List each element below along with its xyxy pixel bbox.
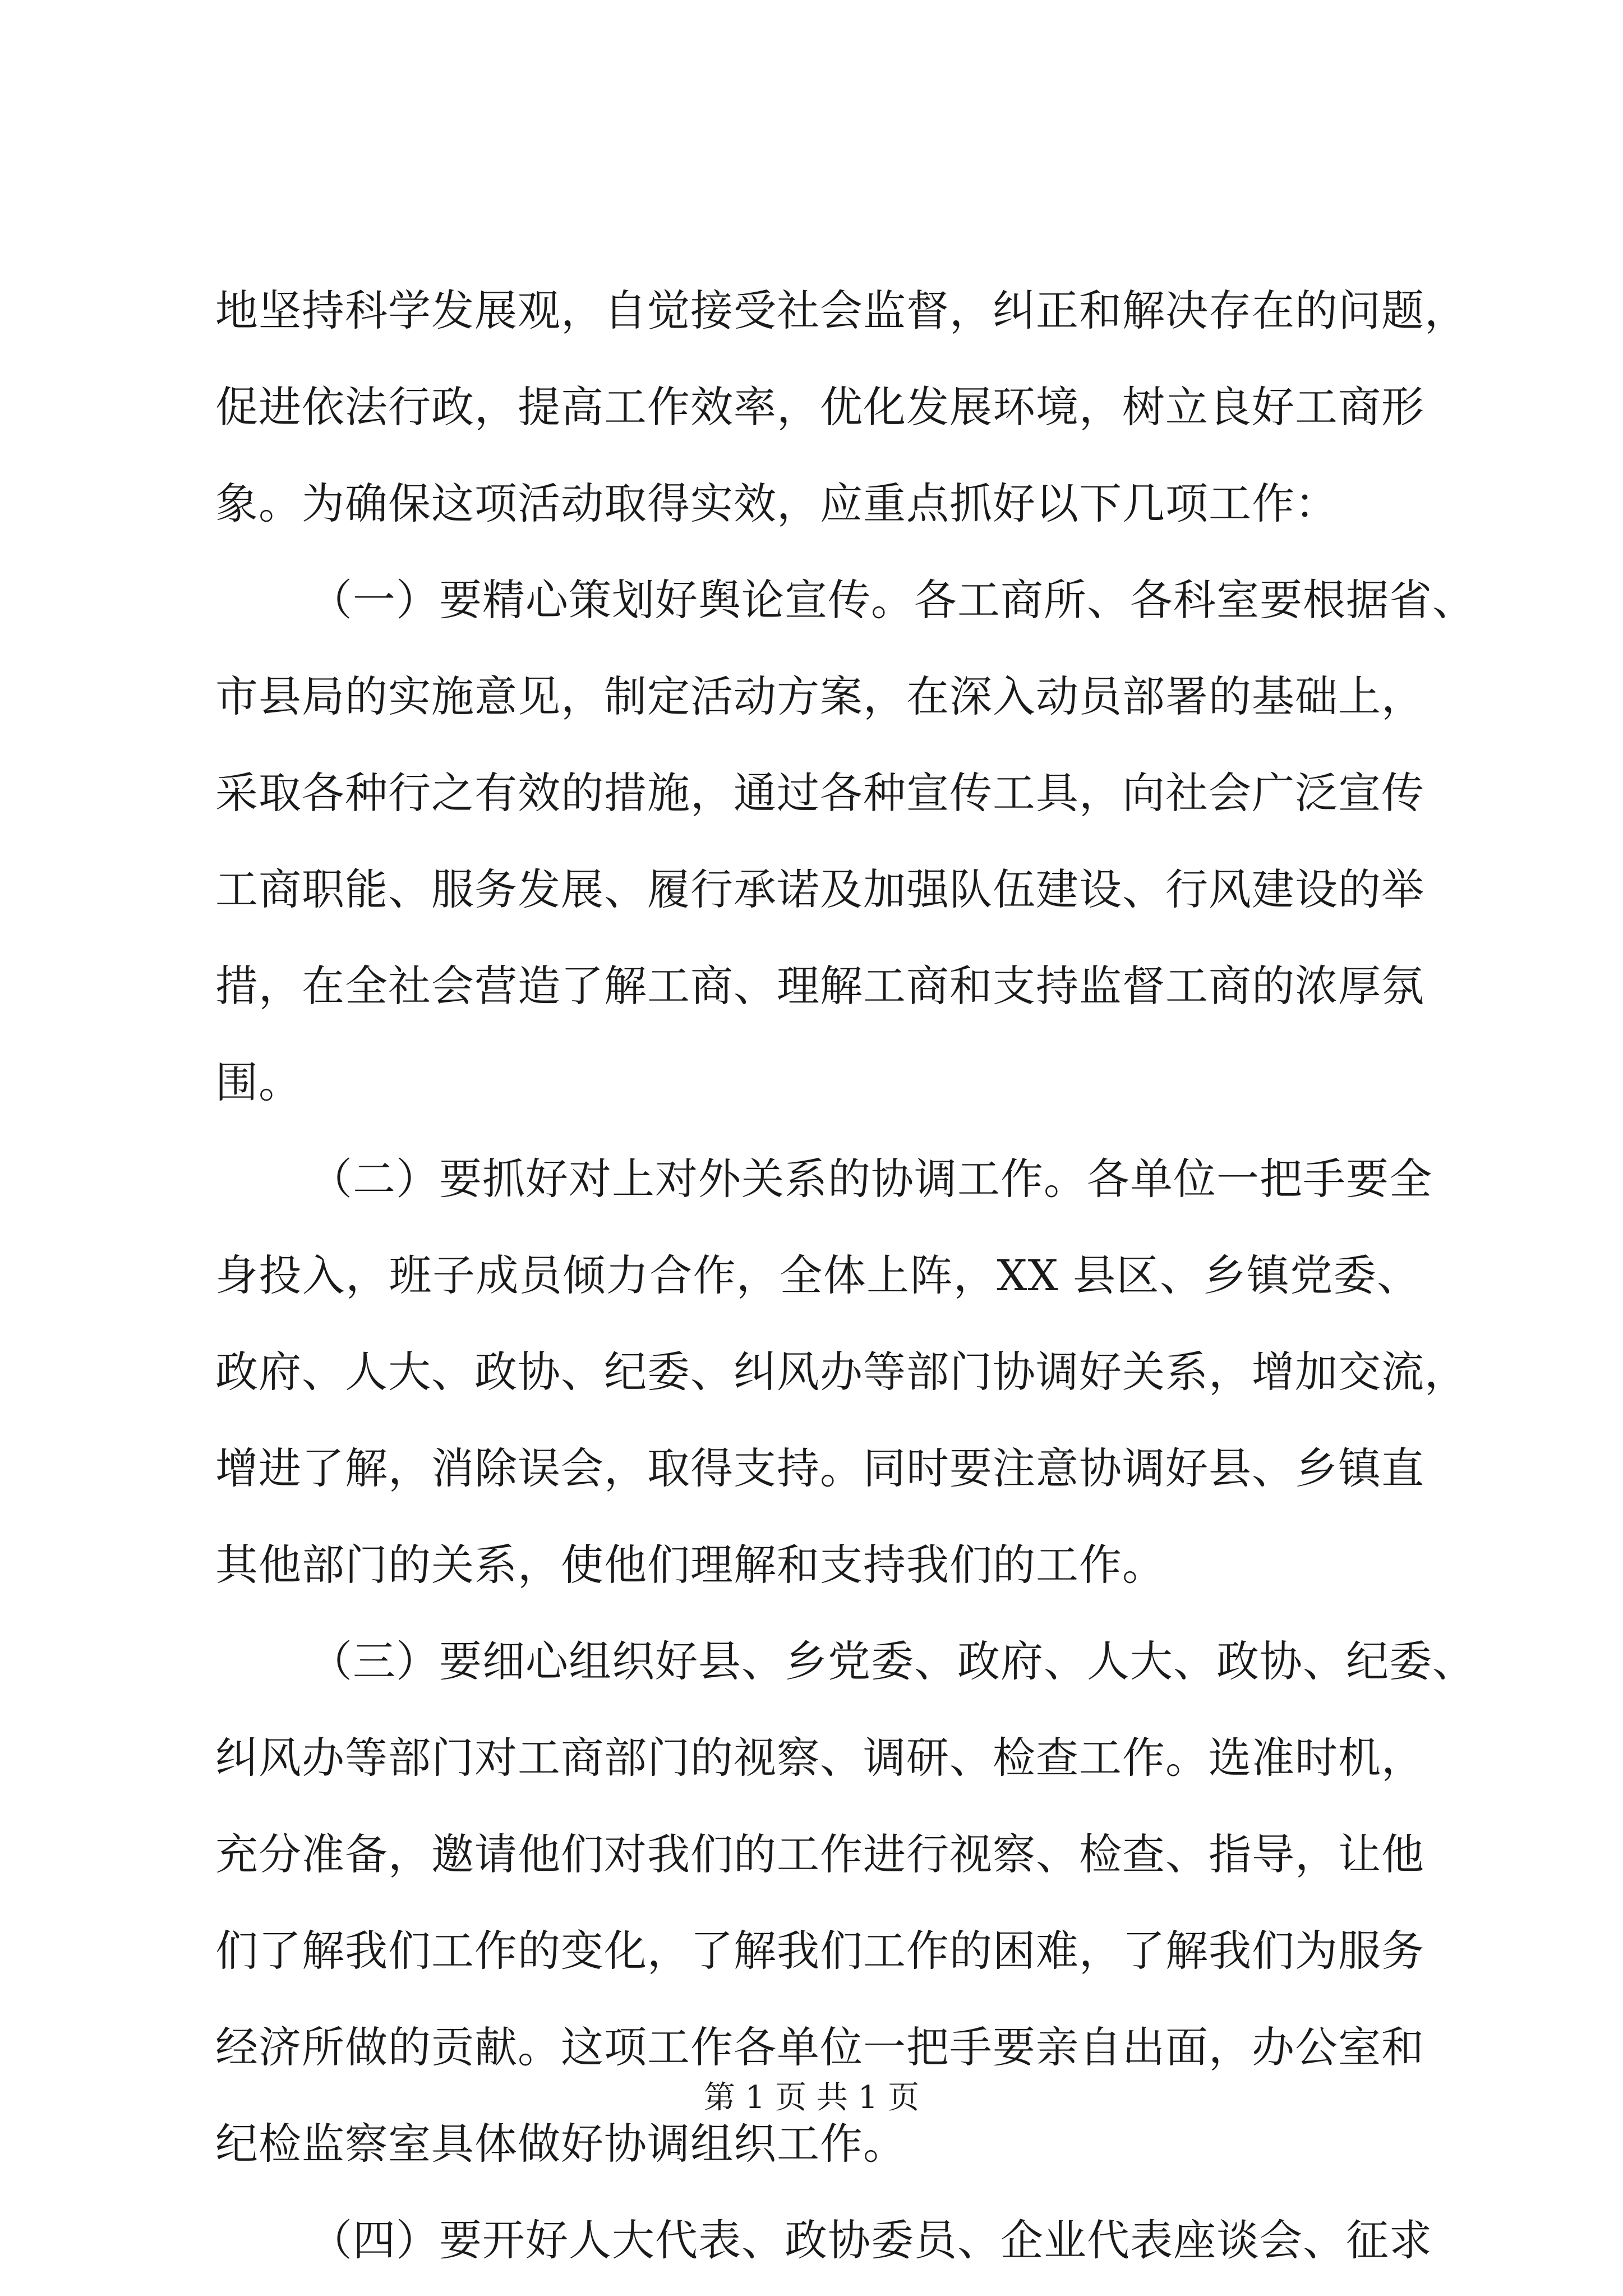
text-line: 围。 (215, 1057, 302, 1107)
text-line: 充分准备，邀请他们对我们的工作进行视察、检查、指导，让他 (215, 1829, 1424, 1879)
document-body (215, 263, 1476, 2289)
paragraph-heading-line: （二）要抓好对上对外关系的协调工作。各单位一把手要全 (310, 1154, 1432, 1204)
text-line: 促进依法行政，提高工作效率，优化发展环境，树立良好工商形 (215, 382, 1424, 432)
text-line: 政府、人大、政协、纪委、纠风办等部门协调好关系，增加交流， (215, 1347, 1468, 1397)
paragraph-heading-line: （一）要精心策划好舆论宣传。各工商所、各科室要根据省、 (310, 575, 1476, 625)
text-line: 纠风办等部门对工商部门的视察、调研、检查工作。选准时机， (215, 1733, 1424, 1783)
page-number-footer: 第 1 页 共 1 页 (703, 2079, 920, 2116)
text-line: 地坚持科学发展观，自觉接受社会监督，纠正和解决存在的问题， (215, 286, 1468, 335)
text-line: 工商职能、服务发展、履行承诺及加强队伍建设、行风建设的举 (215, 864, 1424, 914)
text-line: 增进了解，消除误会，取得支持。同时要注意协调好县、乡镇直 (215, 1443, 1424, 1493)
text-line: 们了解我们工作的变化，了解我们工作的困难，了解我们为服务 (215, 1926, 1424, 1976)
text-line: 市县局的实施意见，制定活动方案，在深入动员部署的基础上， (215, 671, 1424, 721)
paragraph-heading-line: （三）要细心组织好县、乡党委、政府、人大、政协、纪委、 (310, 1636, 1476, 1686)
text-line: 身投入，班子成员倾力合作，全体上阵，XX 县区、乡镇党委、 (215, 1250, 1420, 1300)
text-line: 经济所做的贡献。这项工作各单位一把手要亲自出面，办公室和 (215, 2022, 1424, 2072)
text-line: 纪检监察室具体做好协调组织工作。 (215, 2119, 906, 2169)
text-line: 措，在全社会营造了解工商、理解工商和支持监督工商的浓厚氛 (215, 961, 1424, 1011)
text-line: 其他部门的关系，使他们理解和支持我们的工作。 (215, 1540, 1165, 1590)
text-line: 象。为确保这项活动取得实效，应重点抓好以下几项工作： (215, 478, 1338, 528)
text-line: 采取各种行之有效的措施，通过各种宣传工具，向社会广泛宣传 (215, 768, 1424, 818)
paragraph-heading-line: （四）要开好人大代表、政协委员、企业代表座谈会、征求 (310, 2215, 1432, 2265)
